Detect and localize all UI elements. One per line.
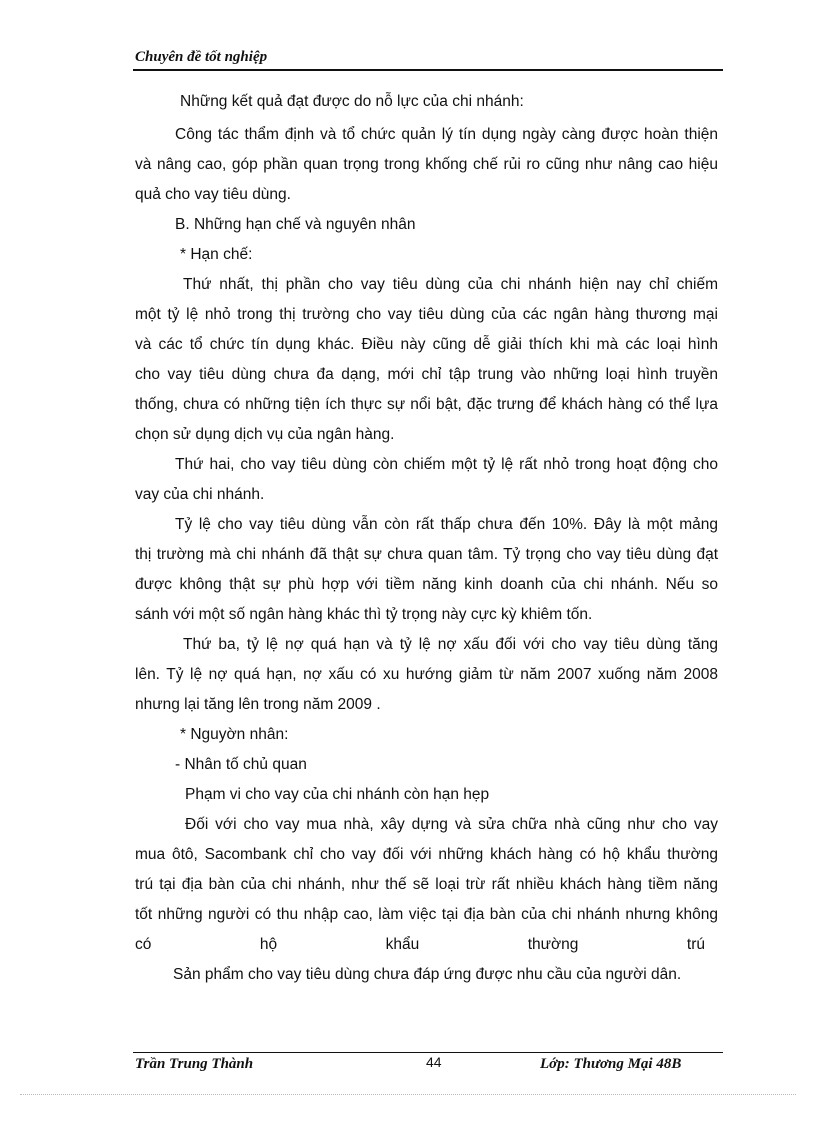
paragraph-line: và các tổ chức tín dụng khác. Điều này cũng dễ giải thích khi mà các loại hình — [135, 336, 718, 353]
header-title: Chuyên đề tốt nghiệp — [135, 49, 268, 65]
footer-author: Trần Trung Thành — [135, 1056, 254, 1072]
paragraph-line: vay của chi nhánh. — [135, 486, 265, 503]
header-rule — [133, 69, 723, 71]
paragraph-line: mua ôtô, Sacombank chỉ cho vay đối với những khách hàng có hộ khẩu thường — [135, 846, 718, 863]
page-number: 44 — [426, 1054, 442, 1070]
subheading: * Nguyờn nhân: — [180, 726, 289, 743]
paragraph-line: cho vay tiêu dùng chưa đa dạng, mới chỉ tập trung vào những loại hình truyền — [135, 366, 718, 383]
paragraph-line: Thứ nhất, thị phần cho vay tiêu dùng của chi nhánh hiện nay chỉ chiếm — [183, 276, 718, 293]
paragraph-line: có hộ khẩu thường trú — [135, 936, 705, 953]
paragraph-line: nhưng lại tăng lên trong năm 2009 . — [135, 696, 381, 713]
paragraph-line: - Nhân tố chủ quan — [175, 756, 307, 773]
paragraph-line: thị trường mà chi nhánh đã thật sự chưa quan tâm. Tỷ trọng cho vay tiêu dùng đạt — [135, 546, 718, 563]
paragraph-line: Thứ hai, cho vay tiêu dùng còn chiếm một tỷ lệ rất nhỏ trong hoạt động cho — [175, 456, 718, 473]
footer-rule — [133, 1052, 723, 1053]
paragraph-line: thống, chưa có những tiện ích thực sự nổi bật, đặc trưng để khách hàng có thể lựa — [135, 396, 718, 413]
paragraph-line: Sản phẩm cho vay tiêu dùng chưa đáp ứng được nhu cầu của người dân. — [173, 966, 682, 983]
paragraph-line: Công tác thẩm định và tổ chức quản lý tín dụng ngày càng được hoàn thiện — [175, 126, 718, 143]
paragraph-line: quả cho vay tiêu dùng. — [135, 186, 291, 203]
paragraph-line: trú tại địa bàn của chi nhánh, như thế sẽ loại trừ rất nhiều khách hàng tiềm năng — [135, 876, 718, 893]
footer-class: Lớp: Thương Mại 48B — [540, 1056, 682, 1072]
paragraph-line: Thứ ba, tỷ lệ nợ quá hạn và tỷ lệ nợ xấu đối với cho vay tiêu dùng tăng — [183, 636, 718, 653]
paragraph-line: sánh với một số ngân hàng khác thì tỷ trọng này cực kỳ khiêm tốn. — [135, 606, 593, 623]
paragraph-line: tốt những người có thu nhập cao, làm việc tại địa bàn của chi nhánh nhưng không — [135, 906, 718, 923]
paragraph-line: một tỷ lệ nhỏ trong thị trường cho vay tiêu dùng của các ngân hàng thương mại — [135, 306, 718, 323]
paragraph-line: Phạm vi cho vay của chi nhánh còn hạn hẹp — [185, 786, 490, 803]
paragraph-line: Tỷ lệ cho vay tiêu dùng vẫn còn rất thấp chưa đến 10%. Đây là một mảng — [175, 516, 718, 533]
paragraph-line: và nâng cao, góp phần quan trọng trong khống chế rủi ro cũng như nâng cao hiệu — [135, 156, 718, 173]
subheading: * Hạn chế: — [180, 246, 253, 263]
paragraph-line: lên. Tỷ lệ nợ quá hạn, nợ xấu có xu hướng giảm từ năm 2007 xuống năm 2008 — [135, 666, 718, 683]
paragraph-line: Những kết quả đạt được do nỗ lực của chi nhánh: — [180, 93, 524, 110]
paragraph-line: Đối với cho vay mua nhà, xây dựng và sửa chữa nhà cũng như cho vay — [185, 816, 718, 833]
page-bottom-border — [20, 1094, 796, 1095]
paragraph-line: chọn sử dụng dịch vụ của ngân hàng. — [135, 426, 395, 443]
section-heading: B. Những hạn chế và nguyên nhân — [175, 216, 416, 233]
paragraph-line: được không thật sự phù hợp với tiềm năng kinh doanh của chi nhánh. Nếu so — [135, 576, 718, 593]
